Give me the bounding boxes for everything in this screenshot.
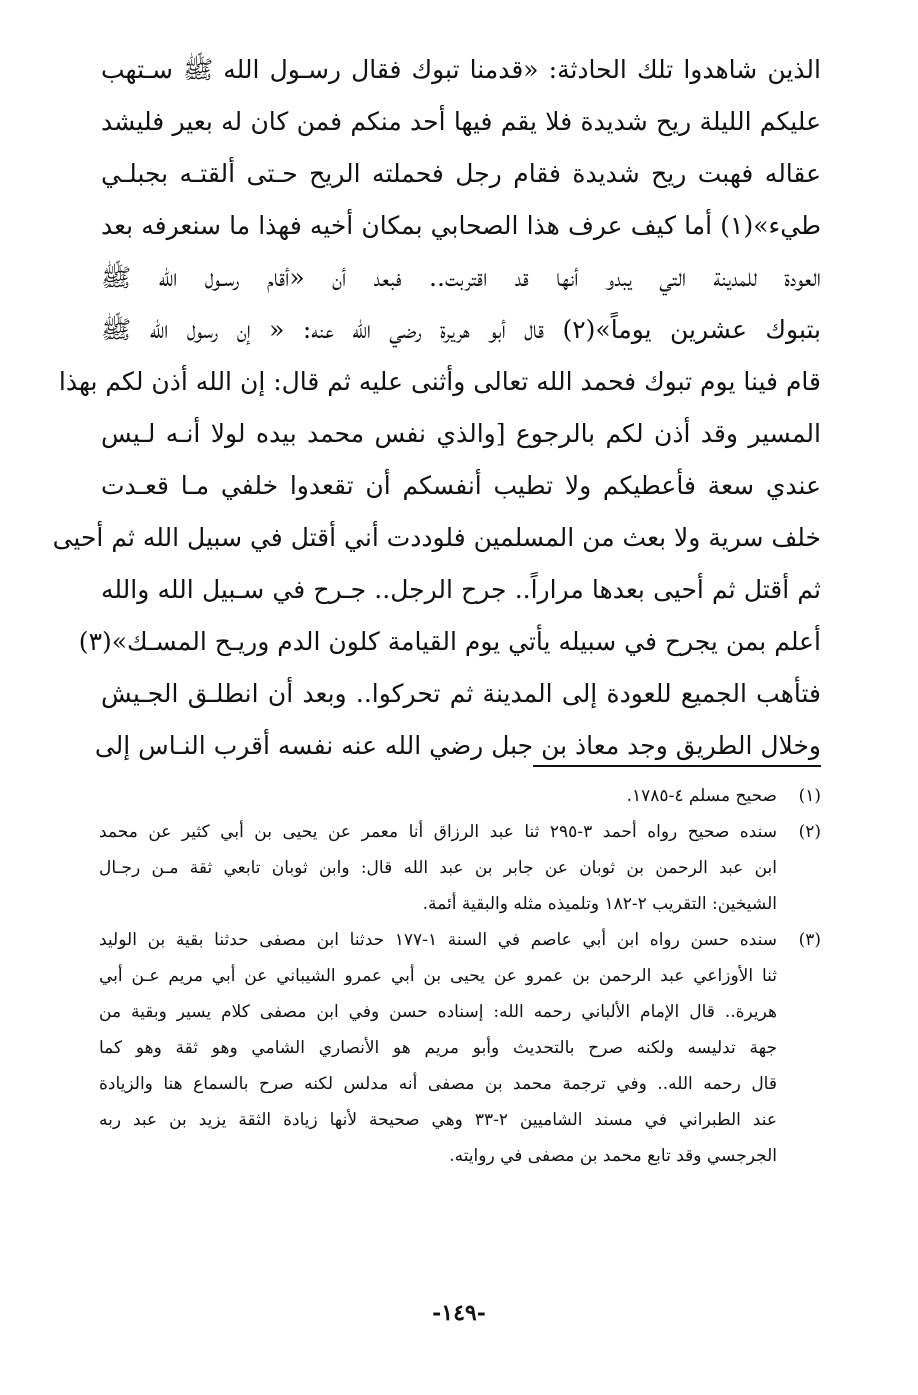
text-line: أعلم بمن يجرح في سبيله يأتي يوم القيامة كلون الدم وريـح المسـك»(٣) (78, 627, 821, 656)
footnote-number: (١) (798, 786, 821, 806)
text-line: عليكم الليلة ريح شديدة فلا يقم فيها أحد منكم فمن كان له بعير فليشد (101, 107, 821, 136)
main-text (52, 44, 821, 772)
footnote-line: سنده حسن رواه ابن أبي عاصم في السنة ١-١٧٧ حدثنا ابن مصفى حدثنا بقية بن الوليد (99, 930, 777, 950)
footnote-line: ابن عبد الرحمن بن ثوبان عن جابر بن عبد الله قال: وابن ثوبان تابعي ثقة مـن رجـال (99, 858, 777, 878)
footnote-line: قال رحمه الله.. وفي ترجمة محمد بن مصفى أنه مدلس لكنه صرح بالسماع هنا والزيادة (99, 1074, 777, 1094)
footnote-2 (99, 814, 821, 922)
footnote-number: (٣) (798, 930, 821, 950)
text-line: العودة للمدينة التي يبدو أنها قد اقتربت.. فبعد أن «أقام رسـول الله ﷺ (101, 263, 821, 292)
footnote-line: الشيخين: التقريب ٢-١٨٢ وتلميذه مثله والبقية أئمة. (422, 894, 777, 914)
text-line: بتبوك عشرين يوماً»(٢) قال أبو هريرة رضي الله عنه: « إن رسول الله ﷺ (101, 315, 821, 344)
footnote-line: سنده صحيح رواه أحمد ٣-٢٩٥ ثنا عبد الرزاق أنا معمر عن يحيى بن أبي كثير عن محمد (99, 822, 777, 842)
footnote-line: ثنا الأوزاعي عبد الرحمن بن عمرو عن يحيى بن أبي عمرو الشيباني عن أبي مريم عـن أبي (99, 966, 777, 986)
footnote-line: صحيح مسلم ٤-١٧٨٥. (626, 786, 777, 806)
footnote-number: (٢) (798, 822, 821, 842)
footnotes (99, 778, 821, 1174)
text-line: ثم أقتل ثم أحيى بعدها مراراً.. جرح الرجل.. جـرح في سـبيل الله والله (101, 575, 821, 604)
text-line: وخلال الطريق وجد معاذ بن جبل رضي الله عنه نفسه أقرب النـاس إلى (94, 731, 821, 760)
text-line: خلف سرية ولا بعث من المسلمين فلوددت أني أقتل في سبيل الله ثم أحيى (52, 523, 821, 552)
text-line: قام فينا يوم تبوك فحمد الله تعالى وأثنى عليه ثم قال: إن الله أذن لكم بهذا (58, 367, 821, 396)
footnote-line: الجرجسي وقد تابع محمد بن مصفى في روايته. (449, 1146, 777, 1166)
text-line: الذين شاهدوا تلك الحادثة: «قدمنا تبوك فقال رسـول الله ﷺ سـتهب (101, 55, 821, 84)
text-line: فتأهب الجميع للعودة إلى المدينة ثم تحركوا.. وبعد أن انطلـق الجـيش (101, 679, 821, 708)
text-line: عندي سعة فأعطيكم ولا تطيب أنفسكم أن تقعدوا خلفي مـا قعـدت (101, 471, 821, 500)
text-line: المسير وقد أذن لكم بالرجوع [والذي نفس محمد بيده لولا أنـه لـيس (101, 419, 821, 448)
text-line: طيء»(١) أما كيف عرف هذا الصحابي بمكان أخيه فهذا ما سنعرفه بعد (101, 211, 821, 240)
footnote-line: هريرة.. قال الإمام الألباني رحمه الله: إسناده حسن وفي ابن مصفى كلام يسير وبقية من (99, 1002, 777, 1022)
footnote-line: جهة تدليسه ولكنه صرح بالتحديث وأبو مريم هو الأنصاري الشامي وهو ثقة وهو كما (99, 1038, 777, 1058)
footnote-separator (533, 765, 821, 767)
page-number: -١٤٩- (432, 1300, 486, 1326)
footnote-1 (99, 778, 821, 814)
footnote-3 (99, 922, 821, 1174)
text-line: عقاله فهبت ريح شديدة فقام رجل فحملته الريح حـتى ألقتـه بجبلـي (101, 159, 821, 188)
footnote-line: عند الطبراني في مسند الشاميين ٢-٣٣ وهي صحيحة لأنها زيادة الثقة يزيد بن عبد ربه (99, 1110, 777, 1130)
